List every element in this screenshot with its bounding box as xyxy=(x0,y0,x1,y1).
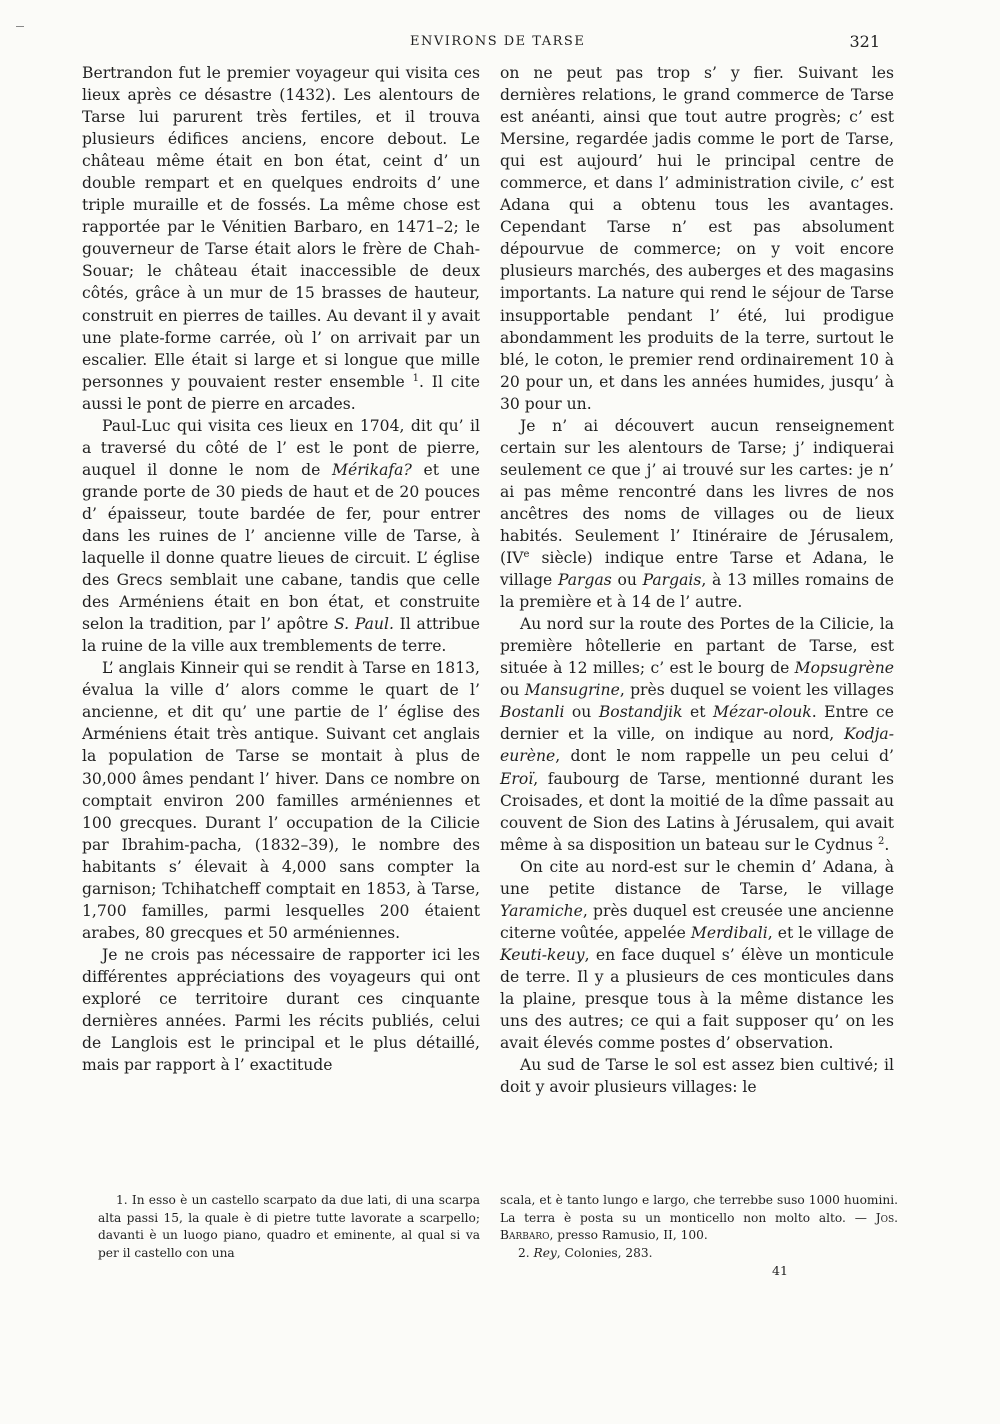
left-paragraph: L’ anglais Kinneir qui se rendit à Tarse en 1813, évalua la ville d’ alors comme le quart de l’ ancienne, et dit qu’ une partie de l’ église des Arméniens était très antique. Suivant cet anglais la population de Tarse se montait à plus de 30,000 âmes pendant l’ hiver. Dans ce nombre on comptait environ 200 familles arméniennes et 100 grecques. Durant l’ occupation de la Cilicie par Ibrahim-pacha, (1832–39), le nombre des habitants s’ élevait à 4,000 sans compter la garnison; Tchihatcheff comptait en 1853, à Tarse, 1,700 familles, parmi lesquelles 200 étaient arabes, 80 grecques et 50 arméniennes. xyxy=(82,659,480,942)
footnote-1: 1. In esso è un castello scarpato da due lati, di una scarpa alta passi 15, la quale è di pietre tutte lavorate a scarpello; davanti è un luogo piano, quadro et eminente, al qual si va per il castello con una xyxy=(98,1193,480,1260)
right-paragraph: on ne peut pas trop s’ y fier. Suivant les dernières relations, le grand commerce de Tarse est anéanti, ainsi que tout autre progrès; c’ est Mersine, regardée jadis comme le port de Tarse, qui est aujourd’ hui le principal centre de commerce, et dans l’ administration civile, c’ est Adana qui a obtenu tous les avantages. Cependant Tarse n’ est pas absolument dépourvue de commerce; on y voit encore plusieurs marchés, des auberges et des magasins importants. La nature qui rend le séjour de Tarse insupportable pendant l’ été, lui prodigue abondamment les produits de la terre, surtout le blé, le coton, le premier rend ordinairement 10 à 20 pour un, et dans les années humides, jusqu’ à 30 pour un. xyxy=(500,64,894,413)
signature-mark: 41 xyxy=(772,1263,788,1278)
left-paragraph: Bertrandon fut le premier voyageur qui visita ces lieux après ce désastre (1432). Les alentours de Tarse lui parurent très fertiles, et il trouva plusieurs édifices anciens, encore debout. Le château même était en bon état, ceint d’ un double rempart et en quelques endroits d’ une triple muraille et de fossés. La même chose est rapportée par le Vénitien Barbaro, en 1471–2; le gouverneur de Tarse était alors le frère de Chah-Souar; le château était inaccessible de deux côtés, grâce à un mur de 15 brasses de hauteur, construit en pierres de tailles. Au devant il y avait une plate-forme carrée, où l’ on arrivait par un escalier. Elle était si large et si longue que mille personnes y pouvaient rester ensemble $^1$. Il cite aussi le pont de pierre en arcades. xyxy=(82,64,481,413)
right-paragraph: Je n’ ai découvert aucun renseignement certain sur les alentours de Tarse; j’ indiquerai seulement ce que j’ ai trouvé sur les cartes: je n’ ai pas même rencontré dans les livres de nos ancêtres des noms de villages ou de lieux habités. Seulement l’ Itinéraire de Jérusalem, (IVe siècle) indique entre Tarse et Adana, le village Pargas ou Pargais, à 13 milles romains de la première et à 14 de l’ autre. xyxy=(500,416,894,612)
right-paragraph: On cite au nord-est sur le chemin d’ Adana, à une petite distance de Tarse, le village Yaramiche, près duquel est creusée une ancienne citerne voûtée, appelée Merdibali, et le village de Keuti-keuy, en face duquel s’ élève un monticule de terre. Il y a plusieurs de ces monticules dans la plaine, presque tous à la même distance les uns des autres; ce qui a fait supposer qu’ on les avait élevés comme postes d’ observation. xyxy=(500,857,895,1053)
footnote-right xyxy=(500,1192,898,1262)
right-paragraph: Au sud de Tarse le sol est assez bien cultivé; il doit y avoir plusieurs villages: le xyxy=(500,1056,894,1097)
scan-mark xyxy=(16,26,24,27)
footnote-2: 2. Rey, Colonies, 283. xyxy=(518,1245,653,1260)
footnote-left xyxy=(98,1192,480,1262)
page-header xyxy=(80,34,880,54)
left-column xyxy=(82,62,480,1076)
page-number: 321 xyxy=(849,32,880,51)
left-paragraph: Je ne crois pas nécessaire de rapporter ici les différentes appréciations des voyageurs qui ont exploré ce territoire durant ces cinquante dernières années. Parmi les récits publiés, celui de Langlois est le principal et le plus détaillé, mais par rapport à l’ exactitude xyxy=(82,945,480,1075)
right-column xyxy=(500,62,894,1098)
running-title: ENVIRONS DE TARSE xyxy=(410,34,586,49)
left-paragraph: Paul-Luc qui visita ces lieux en 1704, dit qu’ il a traversé du côté de l’ est le pont de pierre, auquel il donne le nom de Mérikafa? et une grande porte de 30 pieds de haut et de 20 pouces d’ épaisseur, toute bardée de fer, pour entrer dans les ruines de l’ ancienne ville de Tarse, à laquelle il donne quatre lieues de circuit. L’ église des Grecs semblait une cabane, tandis que celle des Arméniens était en bon état, et construite selon la tradition, par l’ apôtre S. Paul. Il attribue la ruine de la ville aux tremblements de terre. xyxy=(82,416,480,656)
right-paragraph: Au nord sur la route des Portes de la Cilicie, la première hôtellerie en partant de Tarse, est située à 12 milles; c’ est le bourg de Mopsugrène ou Mansugrine, près duquel se voient les villages Bostanli ou Bostandjik et Mézar-olouk. Entre ce dernier et la ville, on indique au nord, Kodja-eurène, dont le nom rappelle un peu celui d’ Eroï, faubourg de Tarse, mentionné durant les Croisades, et dont la moitié de la dîme passait au couvent de Sion des Latins à Jérusalem, qui avait même à sa disposition un bateau sur le Cydnus $^2$. xyxy=(500,615,894,854)
footnote-1-continued: scala, et è tanto lungo e largo, che terrebbe suso 1000 huomini. La terra è posta su un monticello non molto alto. — Jos. Barbaro, presso Ramusio, II, 100. xyxy=(500,1193,898,1242)
